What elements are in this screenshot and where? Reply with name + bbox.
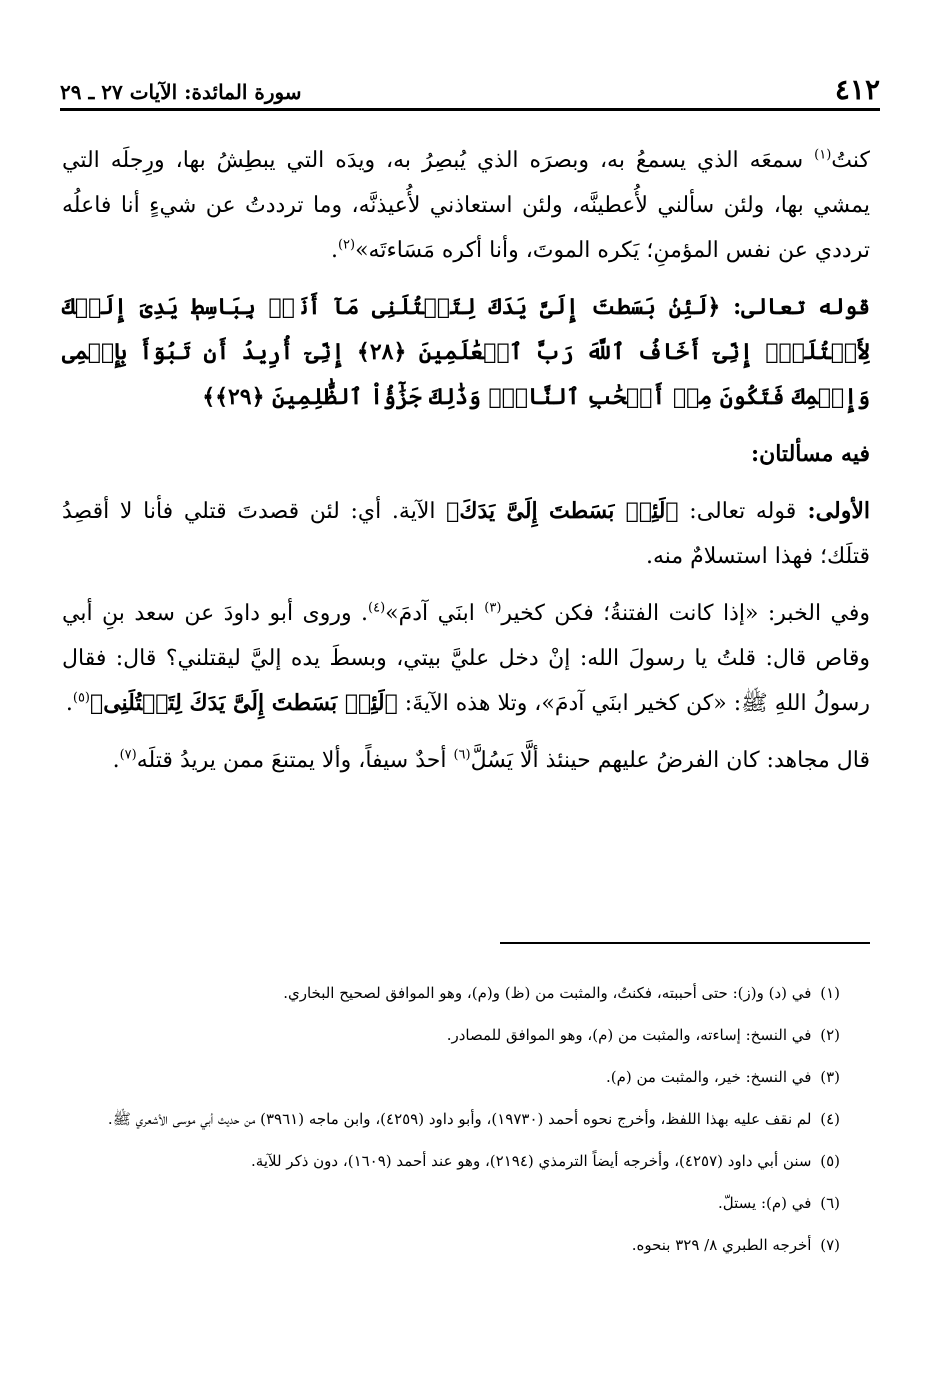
footnote-item xyxy=(62,1104,840,1134)
footnote-ref[interactable]: (٥) xyxy=(72,690,90,706)
footnote-item xyxy=(62,1020,840,1050)
text-segment: . xyxy=(112,748,120,773)
text-segment: سمعَه الذي يسمعُ به، وبصرَه الذي يُبصِرُ به، ويدَه التي يبطِشُ بها، ورِجلَه التي يمشي بها، ولئن سألني لأُعطينَّه، ولئن استعاذني لأُعيذنَّه، وما ترددتُ عن شيءٍ أنا فاعلُه ترددي عن نفس المؤمنِ؛ يَكره الموتَ، وأنا أكره مَسَاءتَه» xyxy=(62,148,870,263)
text-segment: . وروى أبو داودَ عن سعد بنِ أبي وقاص قال: قلتُ يا رسولَ الله: إنْ دخل عليَّ بيتي، وبسطَ يده إليَّ ليقتلني؟ قال: فقال رسولُ اللهِ ﷺ: «كن كخير ابنَي آدمَ»، وتلا هذه الآيةَ: xyxy=(62,601,870,716)
footnote-item xyxy=(62,1188,840,1218)
footnote-number: (١) xyxy=(820,984,840,1002)
footnote-ref[interactable]: (٦) xyxy=(453,747,471,763)
footnote-ref[interactable]: (١) xyxy=(814,147,832,163)
paragraph-mujahid xyxy=(62,738,870,783)
footnote-number: (٧) xyxy=(820,1236,840,1254)
footnote-text: في النسخ: خير، والمثبت من (م). xyxy=(605,1068,812,1086)
footnote-number: (٢) xyxy=(820,1026,840,1044)
footnote-text: في (م): يستلّ. xyxy=(717,1194,812,1212)
footnote-item xyxy=(62,978,840,1008)
footnote-divider xyxy=(500,942,870,944)
issue-lead: الأولى: xyxy=(796,498,871,524)
quran-verse-inline: ﴿لَئِنۢ بَسَطتَ إِلَىَّ يَدَكَ لِتَقۡتُلَنِى﴾ xyxy=(90,690,398,716)
text-segment: . xyxy=(330,238,338,263)
footnote-item xyxy=(62,1230,840,1260)
footnote-text: في (د) و(ز): حتى أحببته، فكنتُ، والمثبت من (ظ) و(م)، وهو الموافق لصحيح البخاري. xyxy=(283,984,812,1002)
main-text xyxy=(62,138,870,795)
text-segment: وفي الخبر: «إذا كانت الفتنةُ؛ فكن كخير xyxy=(501,601,871,626)
footnote-number: (٤) xyxy=(820,1110,840,1128)
paragraph-hadith-report xyxy=(62,591,870,726)
text-segment: أحدٌ سيفاً، وألا يمتنعَ ممن يريدُ قتلَه xyxy=(136,748,454,773)
quran-verse: ﴿لَئِنۢ بَسَطتَ إِلَىَّ يَدَكَ لِتَقۡتُلَنِى مَآ أَنَا۠ بِبَاسِطٖ يَدِىَ إِلَيۡكَ لِأَقۡتُلَكَۖ إِنِّىٓ أَخَافُ ٱللَّهَ رَبَّ ٱلۡعَٰلَمِينَ ﴿٢٨﴾ إِنِّىٓ أُرِيدُ أَن تَبُوٓأَ بِإِثۡمِى وَإِثۡمِكَ فَتَكُونَ مِنۡ أَصۡحَٰبِ ٱلنَّارِۚ وَذَٰلِكَ جَزَٰٓؤُاْ ٱلظَّٰلِمِينَ ﴿٢٩﴾﴾ xyxy=(62,294,870,410)
running-title: سورة المائدة: الآيات ٢٧ ـ ٢٩ xyxy=(60,80,302,104)
footnote-ref[interactable]: (٤) xyxy=(368,600,386,616)
footnote-ref[interactable]: (٢) xyxy=(337,237,356,253)
paragraph-section-heading xyxy=(62,432,870,477)
quran-verse-inline: ﴿لَئِنۢ بَسَطتَ إِلَىَّ يَدَكَ﴾ xyxy=(446,498,679,524)
footnote-ref[interactable]: (٧) xyxy=(119,747,137,763)
text-segment: قوله تعالى: xyxy=(678,499,797,524)
footnote-number: (٥) xyxy=(820,1152,840,1170)
footnote-text: أخرجه الطبري ٨/ ٣٢٩ بنحوه. xyxy=(631,1236,812,1254)
page-header xyxy=(60,74,880,111)
text-segment: قال مجاهد: كان الفرضُ عليهم حينئذ ألَّا يَسُلَّ xyxy=(470,748,870,773)
footnote-number: (٣) xyxy=(820,1068,840,1086)
footnote-text: لم نقف عليه بهذا اللفظ، وأخرج نحوه أحمد (١٩٧٣٠)، وأبو داود (٤٢٥٩)، وابن ماجه (٣٩٦١) من حديث أبي موسى الأشعري ﷺ. xyxy=(107,1110,812,1128)
paragraph-verse xyxy=(62,285,870,420)
text-segment: كنتُ xyxy=(831,148,870,173)
paragraph-first-issue xyxy=(62,489,870,579)
text-segment: الآية. أي: لئن قصدتَ قتلي فأنا لا أقصِدُ قتلَك؛ فهذا استسلامٌ منه. xyxy=(62,499,870,569)
paragraph-hadith-continuation xyxy=(62,138,870,273)
footnote-text: سنن أبي داود (٤٢٥٧)، وأخرجه أيضاً الترمذي (٢١٩٤)، وهو عند أحمد (١٦٠٩)، دون ذكر للآية. xyxy=(251,1152,812,1170)
footnote-text: في النسخ: إساءته، والمثبت من (م)، وهو الموافق للمصادر. xyxy=(446,1026,812,1044)
footnote-item xyxy=(62,1146,840,1176)
section-heading: فيه مسألتان: xyxy=(750,441,870,467)
text-segment: ابنَي آدمَ» xyxy=(385,601,485,626)
page-number: ٤١٢ xyxy=(834,73,880,106)
footnote-number: (٦) xyxy=(820,1194,840,1212)
footnote-item xyxy=(62,1062,840,1092)
text-segment: . xyxy=(65,691,73,716)
footnote-ref[interactable]: (٣) xyxy=(484,600,502,616)
footnotes xyxy=(62,978,840,1272)
verse-lead: قوله تعالى: xyxy=(720,294,870,320)
